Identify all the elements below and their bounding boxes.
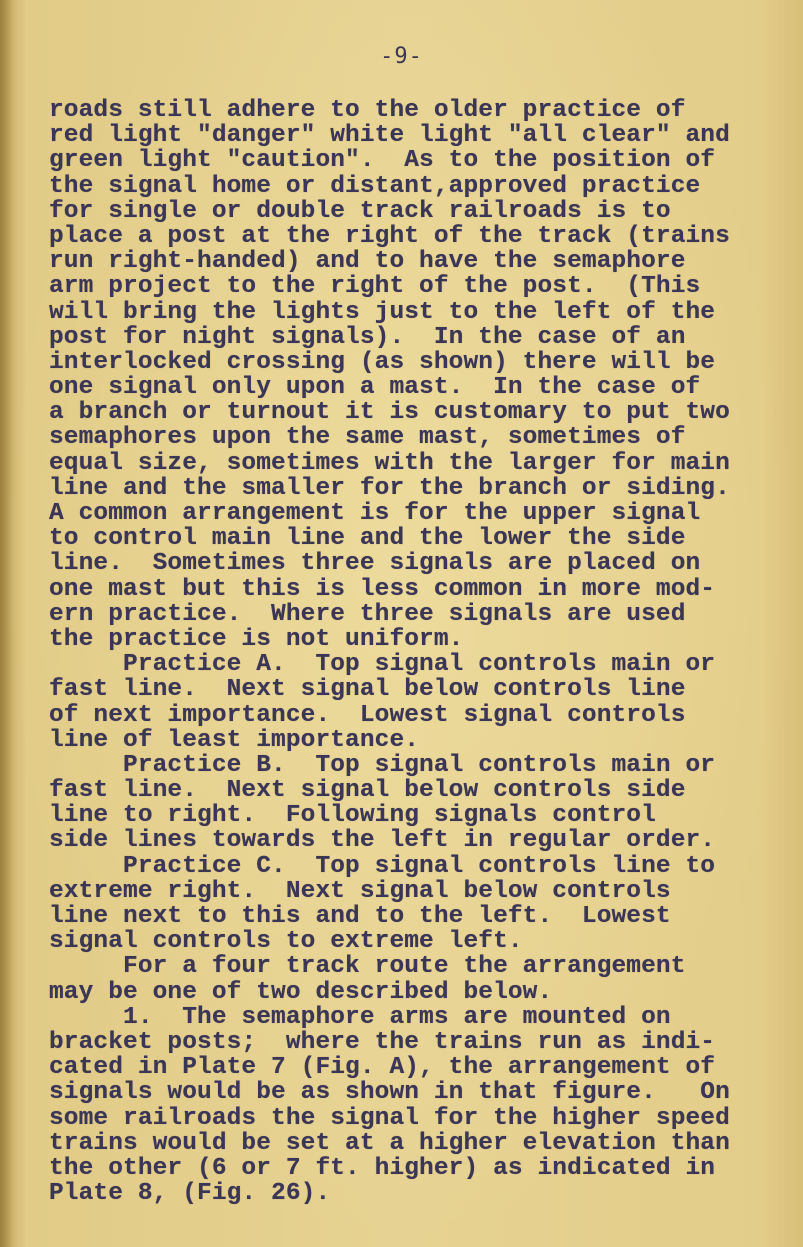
text-line: semaphores upon the same mast, sometimes of [49, 424, 686, 452]
text-line: may be one of two described below. [49, 978, 553, 1006]
text-line: signals would be as shown in that figure. On [49, 1079, 730, 1107]
text-line: trains would be set at a higher elevation than [49, 1129, 730, 1157]
text-line: arm project to the right of the post. (This [49, 273, 701, 301]
text-line: line next to this and to the left. Lowest [49, 903, 671, 930]
text-line: red light "danger" white light "all clear" and [49, 122, 730, 150]
text-line: green light "caution". As to the position of [49, 147, 716, 175]
text-line: the practice is not uniform. [49, 625, 464, 653]
text-line: to control main line and the lower the side [49, 525, 686, 553]
text-line: equal size, sometimes with the larger for main [49, 449, 730, 477]
text-line: line of least importance. [49, 726, 420, 754]
text-line: For a four track route the arrangement [49, 953, 686, 981]
text-line: ern practice. Where three signals are used [49, 600, 686, 628]
text-line: some railroads the signal for the higher speed [49, 1104, 730, 1132]
text-line: run right-handed) and to have the semaphore [49, 248, 686, 276]
text-line: signal controls to extreme left. [49, 928, 523, 956]
text-line: roads still adhere to the older practice of [49, 97, 686, 124]
text-line: Practice A. Top signal controls main or [49, 651, 716, 679]
text-line: a branch or turnout it is customary to put two [49, 399, 730, 427]
text-line: line to right. Following signals control [49, 802, 656, 830]
text-line: for single or double track railroads is to [49, 197, 671, 225]
text-line: extreme right. Next signal below controls [49, 877, 671, 905]
text-line: fast line. Next signal below controls line [49, 676, 686, 704]
text-line: one mast but this is less common in more mod- [49, 575, 716, 603]
text-line: of next importance. Lowest signal controls [49, 701, 686, 729]
page-number: -9- [380, 44, 423, 69]
text-line: bracket posts; where the trains run as indi- [49, 1028, 716, 1056]
text-line: A common arrangement is for the upper signal [49, 500, 701, 527]
text-line: Plate 8, (Fig. 26). [49, 1180, 331, 1208]
text-line: line. Sometimes three signals are placed on [49, 550, 701, 578]
text-line: Practice B. Top signal controls main or [49, 751, 716, 779]
body-text [49, 98, 769, 1206]
text-line: one signal only upon a mast. In the case of [49, 374, 701, 402]
page-binding-shadow [0, 0, 14, 1247]
text-line: will bring the lights just to the left of the [49, 298, 716, 326]
text-line: 1. The semaphore arms are mounted on [49, 1003, 671, 1031]
text-line: cated in Plate 7 (Fig. A), the arrangement of [49, 1054, 716, 1082]
text-line: interlocked crossing (as shown) there will be [49, 348, 716, 376]
text-line: the other (6 or 7 ft. higher) as indicated in [49, 1154, 716, 1182]
text-line: place a post at the right of the track (trains [49, 222, 730, 250]
text-line: line and the smaller for the branch or siding. [49, 474, 730, 502]
text-line: post for night signals). In the case of an [49, 323, 686, 351]
text-line: the signal home or distant,approved practice [49, 172, 701, 200]
text-line: Practice C. Top signal controls line to [49, 852, 716, 880]
text-line: fast line. Next signal below controls side [49, 777, 686, 805]
text-line: side lines towards the left in regular order. [49, 827, 716, 855]
